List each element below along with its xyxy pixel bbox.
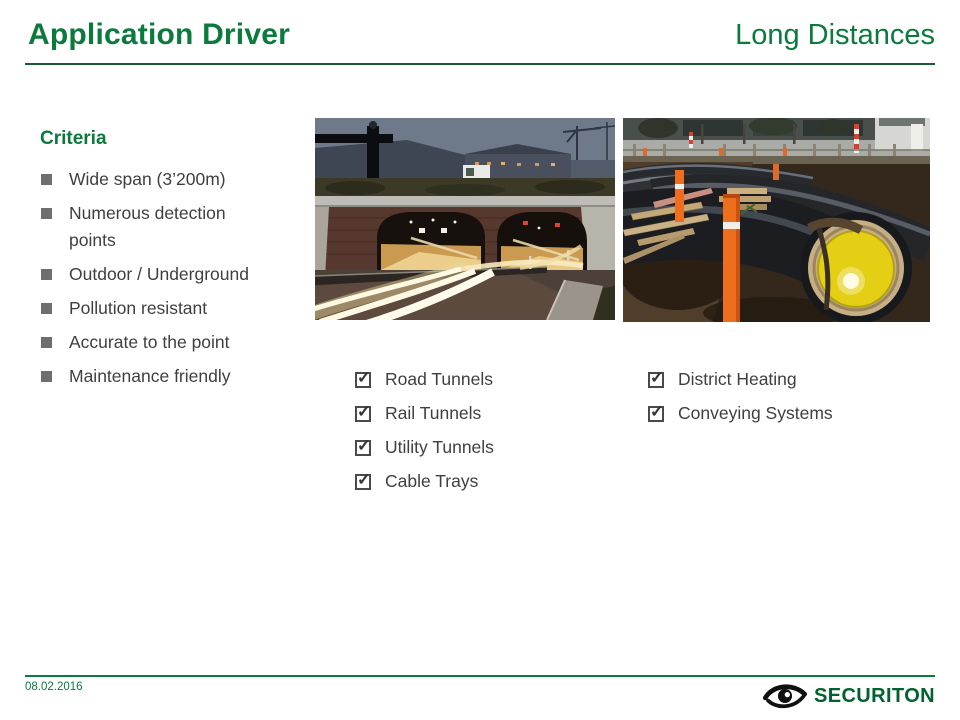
bullet-square-icon: [41, 337, 52, 348]
pipes-photo-illustration: [623, 118, 930, 322]
list-item: [40, 261, 310, 288]
criteria-section: [40, 128, 310, 397]
checkbox-checked-icon: [355, 470, 372, 490]
page-title: Application Driver: [28, 18, 290, 51]
checkbox-checked-icon: [355, 436, 372, 456]
check-label: Utility Tunnels: [385, 437, 494, 457]
checkbox-checked-icon: [648, 368, 665, 388]
eye-icon: [763, 681, 807, 711]
list-item: [40, 329, 310, 356]
criteria-item-text: Maintenance friendly: [69, 366, 231, 386]
page-subtitle: Long Distances: [735, 19, 935, 51]
list-item: [355, 436, 494, 459]
list-item: [355, 402, 494, 425]
criteria-heading: Criteria: [40, 128, 107, 149]
applications-checklist-left: [355, 368, 494, 504]
list-item: [648, 402, 833, 425]
check-label: Rail Tunnels: [385, 403, 482, 423]
checkbox-checked-icon: [355, 368, 372, 388]
check-glyph: ✓: [356, 470, 372, 489]
bullet-square-icon: [41, 303, 52, 314]
criteria-item-text: Accurate to the point: [69, 332, 230, 352]
criteria-item-text: Wide span (3’200m): [69, 169, 226, 189]
list-item: [40, 166, 310, 193]
check-glyph: ✓: [649, 368, 665, 387]
list-item: [40, 200, 310, 254]
check-label: Conveying Systems: [678, 403, 833, 423]
criteria-item-text: Outdoor / Underground: [69, 264, 249, 284]
applications-checklist-right: [648, 368, 833, 436]
check-label: Road Tunnels: [385, 369, 493, 389]
criteria-item-text: Pollution resistant: [69, 298, 208, 318]
bullet-square-icon: [41, 208, 52, 219]
check-glyph: ✓: [356, 402, 372, 421]
bullet-square-icon: [41, 269, 52, 280]
check-label: District Heating: [678, 369, 797, 389]
check-glyph: ✓: [356, 436, 372, 455]
tunnel-photo-illustration: [315, 118, 615, 320]
list-item: [648, 368, 833, 391]
tunnel-photo: [315, 118, 615, 320]
bullet-square-icon: [41, 174, 52, 185]
checkbox-checked-icon: [355, 402, 372, 422]
brand-name: SECURITON: [813, 684, 935, 707]
check-label: Cable Trays: [385, 471, 479, 491]
list-item: [40, 295, 310, 322]
check-glyph: ✓: [649, 402, 665, 421]
list-item: [355, 368, 494, 391]
footer-divider: [25, 675, 935, 677]
header-divider: [25, 63, 935, 65]
bullet-square-icon: [41, 371, 52, 382]
list-item: [355, 470, 494, 493]
criteria-list: [40, 166, 310, 390]
list-item: [40, 363, 310, 390]
district-heating-pipes-photo: [623, 118, 930, 322]
criteria-item-text: Numerous detection points: [69, 203, 226, 250]
securiton-logo: [763, 681, 935, 711]
check-glyph: ✓: [356, 368, 372, 387]
footer-date: 08.02.2016: [25, 681, 83, 693]
checkbox-checked-icon: [648, 402, 665, 422]
